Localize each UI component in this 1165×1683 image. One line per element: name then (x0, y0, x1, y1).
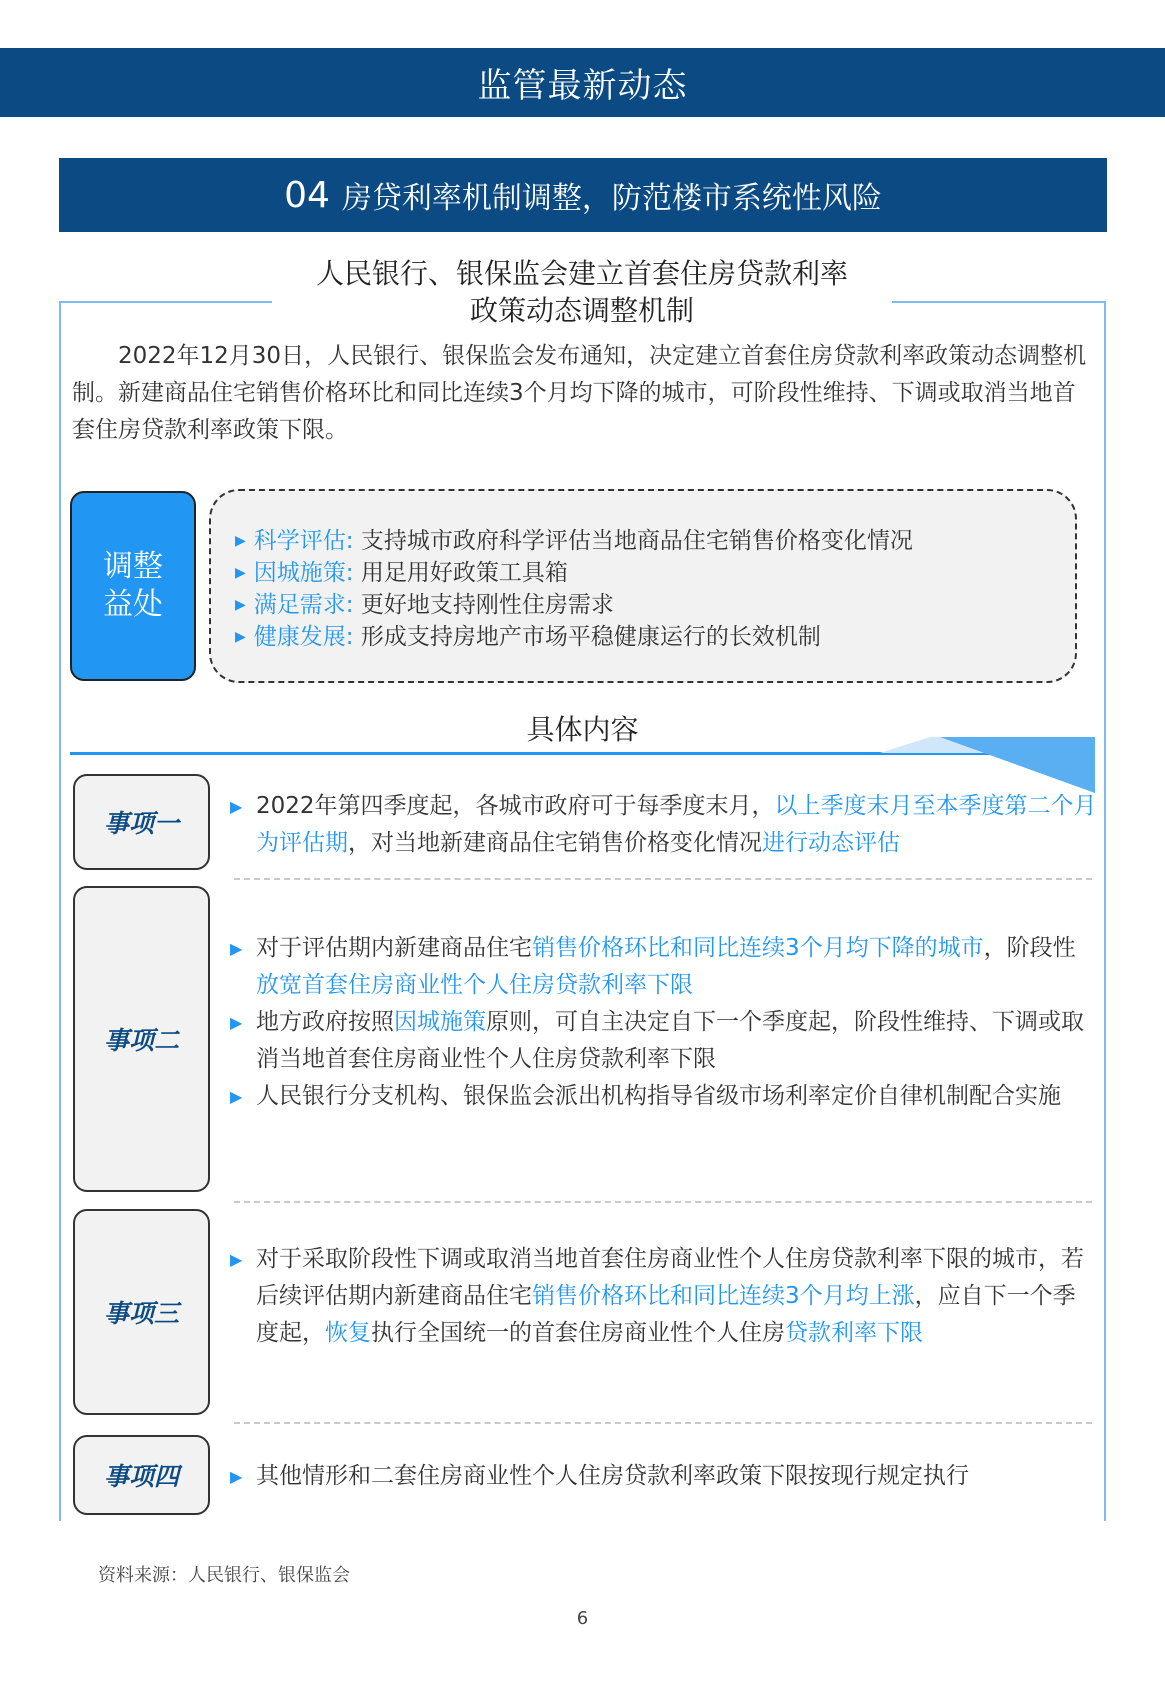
benefit-item: ▶ 健康发展: 形成支持房地产市场平稳健康运行的长效机制 (235, 624, 821, 650)
benefit-item: ▶ 因城施策: 用足用好政策工具箱 (235, 560, 568, 586)
triangle-bullet-icon: ▶ (230, 1250, 243, 1269)
source-note: 资料来源：人民银行、银保监会 (98, 1565, 350, 1586)
triangle-bullet-icon: ▶ (230, 1013, 243, 1032)
item-4-text: ▶ 其他情形和二套住房商业性个人住房贷款利率政策下限按现行规定执行 (228, 1458, 1098, 1495)
details-heading: 具体内容 (526, 713, 639, 746)
item-divider (234, 1422, 1092, 1424)
benefits-label-box: 调整 益处 (70, 491, 196, 681)
item-4-label: 事项四 (73, 1435, 210, 1515)
triangle-bullet-icon: ▶ (235, 565, 246, 581)
benefit-item: ▶ 科学评估: 支持城市政府科学评估当地商品住宅销售价格变化情况 (235, 528, 913, 554)
section-title: 房贷利率机制调整，防范楼市系统性风险 (341, 181, 882, 216)
policy-title: 人民银行、银保监会建立首套住房贷款利率 政策动态调整机制 (315, 257, 848, 327)
triangle-bullet-icon: ▶ (230, 1087, 243, 1106)
section-number: 04 (284, 174, 330, 216)
page-header-title: 监管最新动态 (477, 66, 688, 106)
item-3-label: 事项三 (73, 1209, 210, 1415)
item-1-text: ▶ 2022年第四季度起，各城市政府可于每季度末月，以上季度末月至本季度第二个月为评估期，对当地新建商品住宅销售价格变化情况进行动态评估 (228, 788, 1098, 862)
section-title-bar (59, 158, 1107, 232)
triangle-bullet-icon: ▶ (230, 797, 243, 816)
triangle-bullet-icon: ▶ (235, 597, 246, 613)
item-3-text: ▶ 对于采取阶段性下调或取消当地首套住房商业性个人住房贷款利率下限的城市，若后续评估期内新建商品住宅销售价格环比和同比连续3个月均上涨，应自下一个季度起，恢复执行全国统一的首套住房商业性个人住房贷款利率下限 (228, 1241, 1098, 1352)
triangle-bullet-icon: ▶ (235, 533, 246, 549)
page-number: 6 (576, 1608, 589, 1629)
item-1-label: 事项一 (73, 774, 210, 870)
benefit-item: ▶ 满足需求: 更好地支持刚性住房需求 (235, 592, 614, 618)
page-header (0, 48, 1165, 117)
intro-paragraph: 2022年12月30日，人民银行、银保监会发布通知，决定建立首套住房贷款利率政策动态调整机制。新建商品住宅销售价格环比和同比连续3个月均下降的城市，可阶段性维持、下调或取消当地首套住房贷款利率政策下限。 (72, 343, 1087, 443)
benefits-list (209, 489, 1077, 683)
corner-decoration (880, 737, 1095, 793)
triangle-bullet-icon: ▶ (230, 1467, 243, 1486)
item-divider (234, 878, 1092, 880)
triangle-bullet-icon: ▶ (230, 939, 243, 958)
item-2-text: ▶ 对于评估期内新建商品住宅销售价格环比和同比连续3个月均下降的城市，阶段性放宽首套住房商业性个人住房贷款利率下限 ▶ 地方政府按照因城施策原则，可自主决定自下一个季度起，阶段性维持、下调或取消当地首套住房商业性个人住房贷款利率下限 ▶ 人民银行分支机构、银保监会派出机构指导省级市场利率定价自律机制配合实施 (228, 930, 1098, 1115)
triangle-bullet-icon: ▶ (235, 629, 246, 645)
item-2-label: 事项二 (73, 886, 210, 1192)
item-divider (234, 1201, 1092, 1203)
